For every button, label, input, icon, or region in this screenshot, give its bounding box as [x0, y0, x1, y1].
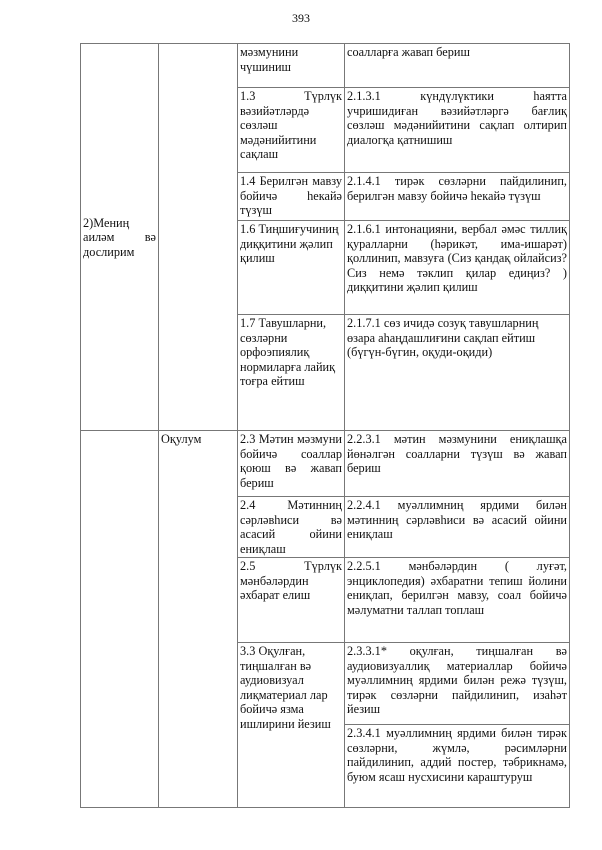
skill-cell: Оқулум	[159, 431, 238, 808]
outcome-cell: 2.2.4.1 муәллимниң ярдими билән мәтинниң сәрләвһиси вә асасий ойини ениқлаш	[345, 497, 570, 558]
objective-cell: 1.6 Тиңшиғучиниң диққитини җәлип қилиш	[238, 221, 345, 315]
objective-cell: 2.3 Мәтин мәзмуни бойичә соаллар қоюш вә жавап бериш	[238, 431, 345, 497]
objective-cell: 2.5 Түрлүк мәнбәләрдин әхбарат елиш	[238, 558, 345, 643]
objective-cell: 3.3 Оқулған, тиңшалған вә аудиовизуал лиқматериал лар бойичә язма ишлирини йезиш	[238, 643, 345, 808]
topic-cell: 2)Мениң аиләм вә дослирим	[81, 44, 159, 431]
outcome-cell: 2.2.3.1 мәтин мәзмунини ениқлашқа йөнәлгән соалларни түзүш вә жавап бериш	[345, 431, 570, 497]
table-row	[81, 44, 570, 88]
outcome-cell: 2.1.3.1 күндүлүктики һаятта учришидиған вәзийәтләргә бағлиқ сөзләш мәдәнийитини сақлап олтирип диалогқа қатнишиш	[345, 88, 570, 173]
curriculum-table	[80, 43, 570, 808]
objective-cell: мәзмунини чүшиниш	[238, 44, 345, 88]
topic-cell	[81, 431, 159, 808]
outcome-cell: 2.1.7.1 сөз ичидә созуқ тавушларниң өзара аһаңдашлиғини сақлап ейтиш (бүгүн-бүгин, оқуди-оқиди)	[345, 315, 570, 431]
outcome-cell: соалларға жавап бериш	[345, 44, 570, 88]
outcome-cell: 2.3.3.1* оқулған, тиңшалған вә аудиовизуаллиқ материаллар бойичә муәллимниң ярдими билән режә түзүш, тирәк сөзләрни пайдилинип, изаһәт йезиш	[345, 643, 570, 725]
outcome-cell: 2.2.5.1 мәнбәләрдин ( луғәт, энциклопедия) әхбаратни тепиш йолини ениқлап, берилгән мавзу, соал бойичә мәлуматни таллап топлаш	[345, 558, 570, 643]
objective-cell: 1.7 Тавушларни, сөзләрни орфоэпиялиқ нормиларға лайиқ тоғра ейтиш	[238, 315, 345, 431]
outcome-cell: 2.1.4.1 тирәк сөзләрни пайдилинип, берилгән мавзу бойичә һекайә түзүш	[345, 173, 570, 221]
objective-cell: 2.4 Мәтинниң сәрләвһиси вә асасий ойини ениқлаш	[238, 497, 345, 558]
table-row	[81, 431, 570, 497]
skill-cell	[159, 44, 238, 431]
outcome-cell: 2.3.4.1 муәллимниң ярдими билән тирәк сөзләрни, жүмлә, рәсимләрни пайдилинип, аддий постер, тәбрикнамә, буюм ясаш нусхисини караштуруш	[345, 725, 570, 808]
objective-cell: 1.3 Түрлүк вәзийәтләрдә сөзләш мәдәнийитини сақлаш	[238, 88, 345, 173]
objective-cell: 1.4 Берилгән мавзу бойичә һекайә түзүш	[238, 173, 345, 221]
outcome-cell: 2.1.6.1 интонацияни, вербал әмәс тиллиқ қуралларни (һәрикәт, има-ишарәт) қоллинип, мавзуға (Сиз қандақ ойлайсиз? Сиз немә тәклип қилар едиңиз? ) диққитини җәлип қилиш	[345, 221, 570, 315]
page-number: 393	[292, 11, 310, 25]
